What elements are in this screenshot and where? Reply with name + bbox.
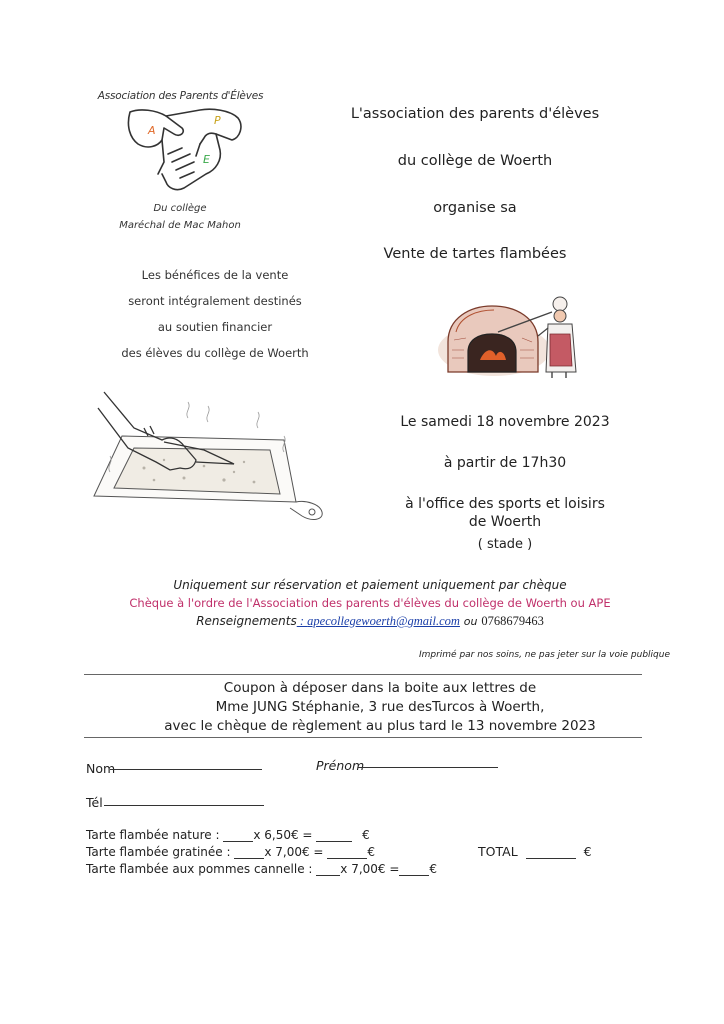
total-row	[478, 844, 592, 859]
event-place-line2: de Woerth	[468, 514, 542, 530]
euro-gratinee: €	[367, 845, 375, 859]
euro-total: €	[583, 844, 592, 859]
event-date: Le samedi 18 novembre 2023	[400, 414, 610, 430]
order-price-nature: x 6,50€ =	[253, 828, 313, 842]
benefits-line4: des élèves du collège de Woerth	[121, 346, 309, 360]
contact-sep: :	[296, 614, 308, 628]
phone-number: 0768679463	[481, 614, 544, 628]
qty-field-gratinee[interactable]	[234, 848, 264, 859]
contact-label: Renseignements	[196, 614, 297, 628]
coupon-line2: Mme JUNG Stéphanie, 3 rue desTurcos à Woerth,	[215, 699, 545, 715]
benefits-line1: Les bénéfices de la vente	[141, 268, 289, 282]
order-label-gratinee: Tarte flambée gratinée :	[86, 845, 231, 859]
cheque-text: Chèque à l'ordre de l'Association des parents d'élèves du collège de Woerth ou APE	[129, 596, 611, 610]
amount-field-gratinee[interactable]	[327, 848, 367, 859]
event-place-note: ( stade )	[477, 537, 533, 552]
logo-hands-icon	[120, 104, 250, 196]
total-label: TOTAL	[478, 844, 518, 859]
tel-label: Tél	[86, 795, 103, 810]
logo-subtitle-line2: Maréchal de Mac Mahon	[119, 220, 241, 231]
order-row-gratinee	[86, 845, 375, 859]
order-label-nature: Tarte flambée nature :	[86, 828, 220, 842]
heading-line4: Vente de tartes flambées	[383, 246, 567, 262]
logo-letter-p: P	[214, 114, 221, 127]
euro-nature: €	[362, 828, 370, 842]
prenom-label: Prénom	[316, 758, 365, 773]
benefits-line3: au soutien financier	[157, 320, 273, 334]
coupon-line1: Coupon à déposer dans la boite aux lettres de	[223, 680, 537, 696]
coupon-bottom-rule	[84, 737, 642, 738]
order-label-pommes: Tarte flambée aux pommes cannelle :	[86, 862, 313, 876]
tarte-flambee-board-illustration	[84, 388, 334, 528]
reservation-text: Uniquement sur réservation et paiement uniquement par chèque	[173, 578, 567, 592]
logo-subtitle	[100, 200, 260, 234]
order-row-nature	[86, 828, 370, 842]
email-link[interactable]: apecollegewoerth@gmail.com	[307, 614, 460, 628]
contact-line	[40, 614, 700, 629]
benefits-line2: seront intégralement destinés	[128, 294, 302, 308]
oven-chef-illustration	[434, 290, 594, 382]
order-price-gratinee: x 7,00€ =	[264, 845, 324, 859]
coupon-top-rule	[84, 674, 642, 675]
tel-field[interactable]	[104, 794, 264, 806]
qty-field-pommes[interactable]	[316, 865, 340, 876]
coupon-line3: avec le chèque de règlement au plus tard le 13 novembre 2023	[164, 718, 596, 734]
order-price-pommes: x 7,00€ =	[340, 862, 400, 876]
event-place-line1: à l'office des sports et loisirs	[405, 496, 605, 512]
logo-letter-a: A	[148, 124, 156, 137]
prenom-field[interactable]	[358, 756, 498, 768]
event-time: à partir de 17h30	[443, 455, 567, 471]
nom-label: Nom	[86, 761, 116, 776]
qty-field-nature[interactable]	[223, 831, 253, 842]
amount-field-nature[interactable]	[316, 831, 352, 842]
euro-pommes: €	[429, 862, 438, 876]
logo-title: Association des Parents d'Élèves	[97, 90, 264, 102]
total-field[interactable]	[526, 848, 576, 859]
printed-notice: Imprimé par nos soins, ne pas jeter sur la voie publique	[418, 650, 670, 660]
heading-line1: L'association des parents d'élèves	[350, 106, 600, 122]
contact-or: ou	[463, 615, 478, 628]
nom-field[interactable]	[110, 758, 262, 770]
logo-letter-e: E	[203, 153, 210, 166]
heading-line2: du collège de Woerth	[397, 153, 553, 169]
order-row-pommes	[86, 862, 437, 876]
amount-field-pommes[interactable]	[399, 865, 429, 876]
heading-line3: organise sa	[433, 200, 517, 216]
logo-subtitle-line1: Du collège	[153, 203, 207, 214]
